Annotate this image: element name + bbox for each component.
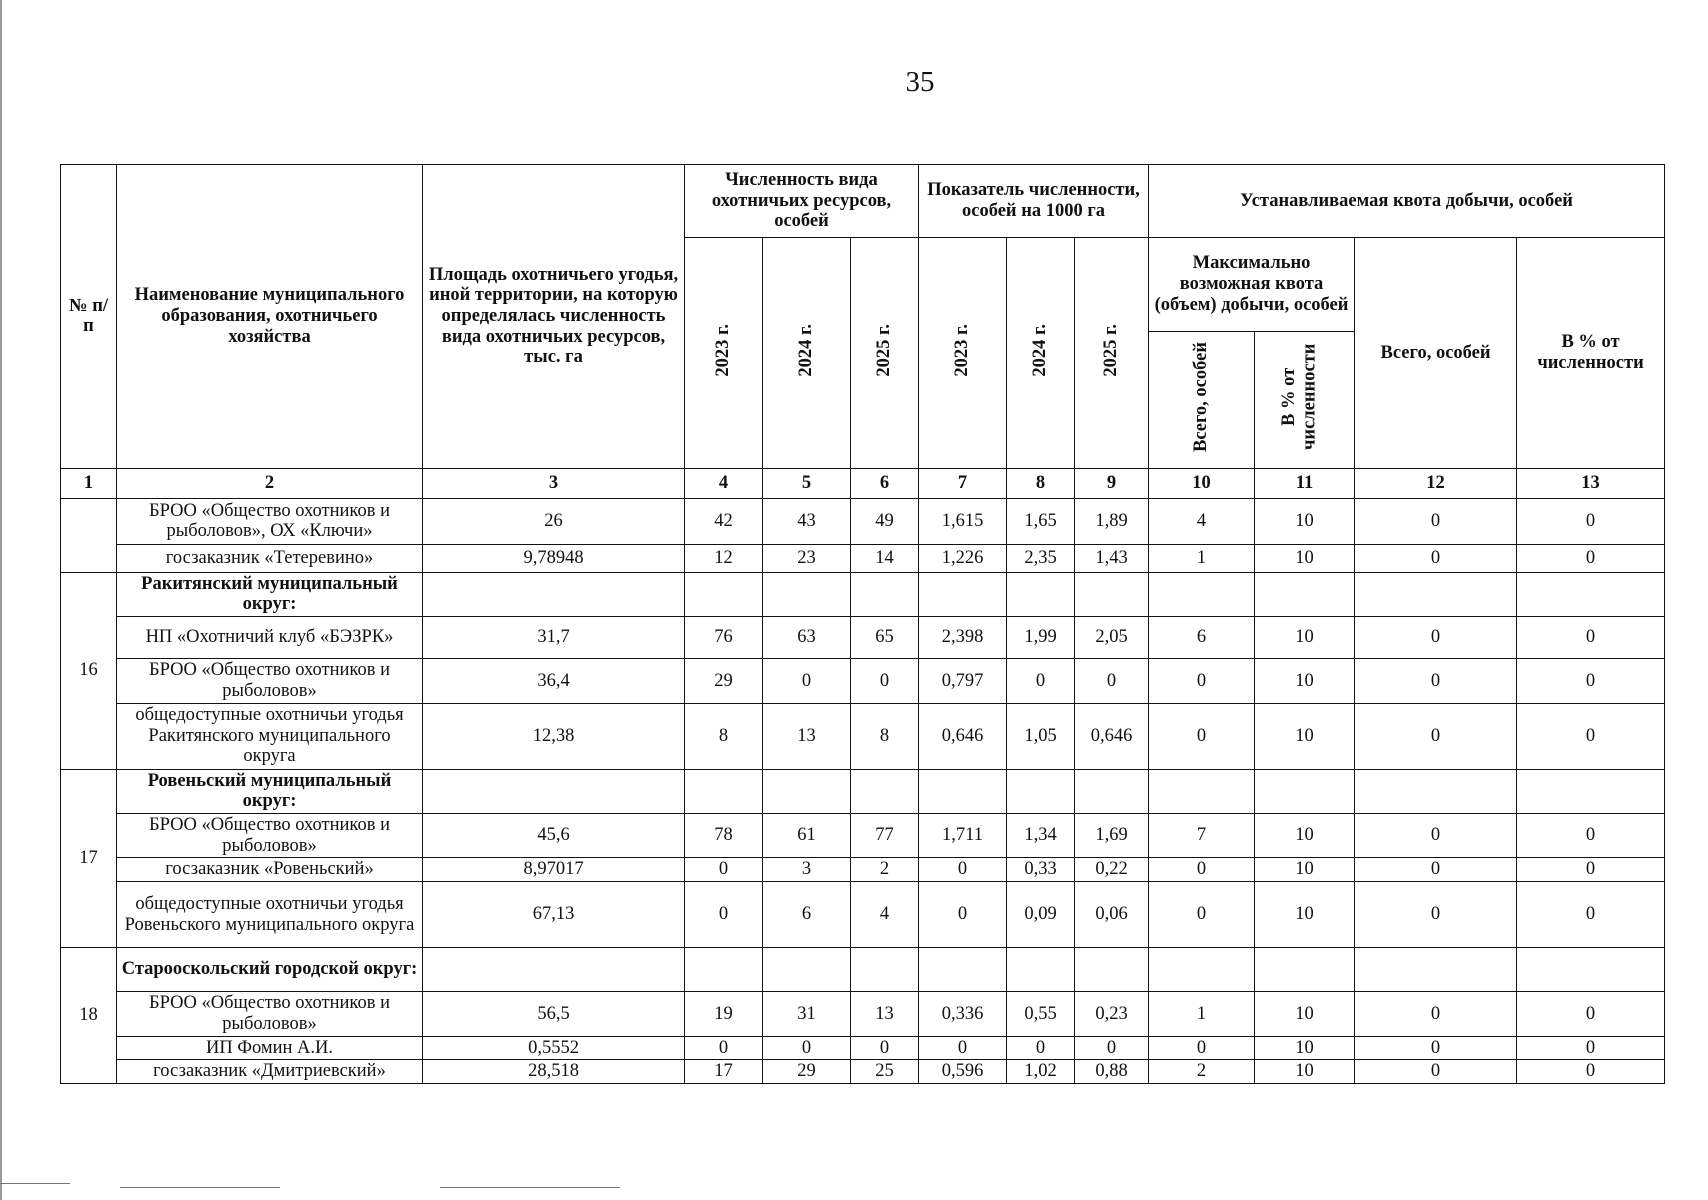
value-cell-p2023: 8: [685, 703, 763, 769]
value-cell-d2024: 1,05: [1007, 703, 1075, 769]
value-cell-quota-total: 0: [1355, 882, 1517, 948]
value-cell-d2023: 0: [919, 882, 1007, 948]
value-cell-d2025: 1,69: [1075, 814, 1149, 858]
header-max-quota-group: Максимально возможная квота (объем) добычи, особей: [1149, 238, 1355, 332]
table-row: [61, 858, 1665, 882]
header-quota-group: Устанавливаемая квота добычи, особей: [1149, 165, 1665, 238]
table-group-heading-row: [61, 572, 1665, 616]
value-cell-p2025: 0: [851, 659, 919, 703]
value-cell-p2024: [763, 948, 851, 992]
value-cell-area: 9,78948: [423, 544, 685, 572]
value-cell-max-percent: 10: [1255, 1060, 1355, 1084]
value-cell-p2024: [763, 769, 851, 813]
district-name-cell: Ракитянский муниципальный округ:: [117, 572, 423, 616]
bottom-rule: [120, 1187, 280, 1188]
value-cell-d2024: 1,99: [1007, 617, 1075, 659]
table-row: [61, 882, 1665, 948]
value-cell-p2024: 31: [763, 992, 851, 1036]
value-cell-p2024: [763, 572, 851, 616]
value-cell-d2023: [919, 769, 1007, 813]
value-cell-d2024: 1,65: [1007, 498, 1075, 544]
value-cell-d2023: 0,646: [919, 703, 1007, 769]
table-row: [61, 703, 1665, 769]
value-cell-max-total: 1: [1149, 992, 1255, 1036]
value-cell-d2025: 0,22: [1075, 858, 1149, 882]
value-cell-d2025: 0: [1075, 1036, 1149, 1060]
value-cell-max-total: [1149, 572, 1255, 616]
row-number-cell: [61, 498, 117, 572]
value-cell-quota-percent: [1517, 769, 1665, 813]
table-row: [61, 659, 1665, 703]
value-cell-d2025: 1,43: [1075, 544, 1149, 572]
value-cell-quota-percent: 0: [1517, 882, 1665, 948]
value-cell-d2024: [1007, 572, 1075, 616]
value-cell-d2025: [1075, 948, 1149, 992]
value-cell-p2024: 6: [763, 882, 851, 948]
value-cell-d2024: 0: [1007, 659, 1075, 703]
row-number-cell: 18: [61, 948, 117, 1084]
value-cell-p2023: 12: [685, 544, 763, 572]
value-cell-area: 26: [423, 498, 685, 544]
hunting-ground-name-cell: БРОО «Общество охотников и рыболовов», ОХ «Ключи»: [117, 498, 423, 544]
table-group-heading-row: [61, 948, 1665, 992]
value-cell-quota-total: 0: [1355, 498, 1517, 544]
value-cell-max-percent: [1255, 948, 1355, 992]
row-number-cell: 16: [61, 572, 117, 769]
value-cell-quota-total: [1355, 769, 1517, 813]
value-cell-d2024: 2,35: [1007, 544, 1075, 572]
value-cell-quota-total: 0: [1355, 659, 1517, 703]
value-cell-area: 67,13: [423, 882, 685, 948]
value-cell-p2024: 0: [763, 659, 851, 703]
header-density-group: Показатель численности, особей на 1000 га: [919, 165, 1149, 238]
column-number-cell: 5: [763, 468, 851, 498]
column-number-cell: 13: [1517, 468, 1665, 498]
value-cell-area: 8,97017: [423, 858, 685, 882]
value-cell-max-percent: [1255, 572, 1355, 616]
value-cell-quota-percent: 0: [1517, 992, 1665, 1036]
value-cell-max-percent: 10: [1255, 992, 1355, 1036]
value-cell-max-total: [1149, 948, 1255, 992]
value-cell-max-total: 0: [1149, 882, 1255, 948]
value-cell-d2025: [1075, 769, 1149, 813]
column-numbers-row: [61, 468, 1665, 498]
value-cell-p2025: 0: [851, 1036, 919, 1060]
value-cell-max-percent: [1255, 769, 1355, 813]
value-cell-p2023: [685, 572, 763, 616]
value-cell-d2025: 0,646: [1075, 703, 1149, 769]
value-cell-d2023: [919, 572, 1007, 616]
value-cell-d2024: 0: [1007, 1036, 1075, 1060]
value-cell-d2023: 0: [919, 858, 1007, 882]
header-population-2023: 2023 г.: [685, 238, 763, 469]
value-cell-quota-total: 0: [1355, 814, 1517, 858]
header-density-2025: 2025 г.: [1075, 238, 1149, 469]
value-cell-d2023: 2,398: [919, 617, 1007, 659]
column-number-cell: 8: [1007, 468, 1075, 498]
value-cell-p2023: 42: [685, 498, 763, 544]
value-cell-max-total: 4: [1149, 498, 1255, 544]
value-cell-max-total: 2: [1149, 1060, 1255, 1084]
table-row: [61, 1036, 1665, 1060]
value-cell-max-total: 6: [1149, 617, 1255, 659]
header-area: Площадь охотничьего угодья, иной территории, на которую определялась численность вида охотничьих ресурсов, тыс. га: [423, 165, 685, 469]
bottom-rule: [440, 1187, 620, 1188]
value-cell-p2025: 25: [851, 1060, 919, 1084]
value-cell-max-percent: 10: [1255, 498, 1355, 544]
header-density-2023: 2023 г.: [919, 238, 1007, 469]
value-cell-p2025: 77: [851, 814, 919, 858]
value-cell-d2025: 2,05: [1075, 617, 1149, 659]
value-cell-p2023: 17: [685, 1060, 763, 1084]
value-cell-max-percent: 10: [1255, 882, 1355, 948]
value-cell-p2025: 2: [851, 858, 919, 882]
value-cell-quota-percent: [1517, 572, 1665, 616]
value-cell-quota-total: 0: [1355, 992, 1517, 1036]
value-cell-quota-total: [1355, 572, 1517, 616]
column-number-cell: 6: [851, 468, 919, 498]
value-cell-max-total: 0: [1149, 703, 1255, 769]
page-number: 35: [905, 66, 935, 98]
value-cell-d2025: 0,06: [1075, 882, 1149, 948]
value-cell-d2024: 1,34: [1007, 814, 1075, 858]
header-quota-total: Всего, особей: [1355, 238, 1517, 469]
value-cell-quota-total: 0: [1355, 617, 1517, 659]
value-cell-quota-total: 0: [1355, 703, 1517, 769]
column-number-cell: 3: [423, 468, 685, 498]
value-cell-p2025: 4: [851, 882, 919, 948]
value-cell-d2024: 0,33: [1007, 858, 1075, 882]
value-cell-area: [423, 769, 685, 813]
column-number-cell: 2: [117, 468, 423, 498]
value-cell-quota-percent: [1517, 948, 1665, 992]
value-cell-max-total: 0: [1149, 1036, 1255, 1060]
value-cell-area: 31,7: [423, 617, 685, 659]
value-cell-area: [423, 572, 685, 616]
value-cell-max-percent: 10: [1255, 617, 1355, 659]
value-cell-max-percent: 10: [1255, 544, 1355, 572]
value-cell-p2023: 19: [685, 992, 763, 1036]
value-cell-max-percent: 10: [1255, 814, 1355, 858]
value-cell-quota-total: 0: [1355, 858, 1517, 882]
value-cell-p2025: [851, 572, 919, 616]
value-cell-p2025: 65: [851, 617, 919, 659]
value-cell-area: [423, 948, 685, 992]
value-cell-p2025: [851, 769, 919, 813]
column-number-cell: 7: [919, 468, 1007, 498]
value-cell-d2025: 1,89: [1075, 498, 1149, 544]
value-cell-max-percent: 10: [1255, 1036, 1355, 1060]
hunting-ground-name-cell: БРОО «Общество охотников и рыболовов»: [117, 814, 423, 858]
value-cell-p2024: 23: [763, 544, 851, 572]
value-cell-p2024: 13: [763, 703, 851, 769]
value-cell-quota-percent: 0: [1517, 703, 1665, 769]
value-cell-area: 45,6: [423, 814, 685, 858]
value-cell-p2023: 0: [685, 858, 763, 882]
value-cell-max-total: 7: [1149, 814, 1255, 858]
value-cell-d2025: [1075, 572, 1149, 616]
value-cell-p2025: [851, 948, 919, 992]
value-cell-d2024: 0,55: [1007, 992, 1075, 1036]
value-cell-p2025: 49: [851, 498, 919, 544]
value-cell-p2024: 61: [763, 814, 851, 858]
value-cell-quota-percent: 0: [1517, 1060, 1665, 1084]
hunting-ground-name-cell: НП «Охотничий клуб «БЭЗРК»: [117, 617, 423, 659]
bottom-rule: [0, 1183, 70, 1184]
table-group-heading-row: [61, 769, 1665, 813]
value-cell-p2025: 13: [851, 992, 919, 1036]
header-density-2024: 2024 г.: [1007, 238, 1075, 469]
value-cell-quota-total: 0: [1355, 544, 1517, 572]
hunting-ground-name-cell: госзаказник «Ровеньский»: [117, 858, 423, 882]
value-cell-p2024: 29: [763, 1060, 851, 1084]
value-cell-max-total: 1: [1149, 544, 1255, 572]
value-cell-p2023: 29: [685, 659, 763, 703]
table-body: [61, 498, 1665, 1083]
value-cell-d2025: 0,23: [1075, 992, 1149, 1036]
value-cell-p2023: 78: [685, 814, 763, 858]
value-cell-d2023: 0,336: [919, 992, 1007, 1036]
value-cell-max-percent: 10: [1255, 659, 1355, 703]
value-cell-p2025: 8: [851, 703, 919, 769]
column-number-cell: 12: [1355, 468, 1517, 498]
header-max-quota-total: Всего, особей: [1149, 332, 1255, 469]
value-cell-p2023: 0: [685, 882, 763, 948]
value-cell-p2023: 0: [685, 1036, 763, 1060]
table-row: [61, 498, 1665, 544]
value-cell-d2024: [1007, 948, 1075, 992]
value-cell-p2024: 0: [763, 1036, 851, 1060]
hunting-ground-name-cell: ИП Фомин А.И.: [117, 1036, 423, 1060]
value-cell-p2023: [685, 769, 763, 813]
value-cell-quota-percent: 0: [1517, 544, 1665, 572]
header-number: № п/п: [61, 165, 117, 469]
district-name-cell: Ровеньский муниципальный округ:: [117, 769, 423, 813]
header-quota-percent: В % от численности: [1517, 238, 1665, 469]
value-cell-d2024: 0,09: [1007, 882, 1075, 948]
header-max-quota-percent: В % от численности: [1255, 332, 1355, 469]
value-cell-quota-total: [1355, 948, 1517, 992]
value-cell-quota-total: 0: [1355, 1060, 1517, 1084]
value-cell-quota-percent: 0: [1517, 498, 1665, 544]
value-cell-p2024: 43: [763, 498, 851, 544]
header-population-group: Численность вида охотничьих ресурсов, особей: [685, 165, 919, 238]
value-cell-d2024: 1,02: [1007, 1060, 1075, 1084]
header-name: Наименование муниципального образования, охотничьего хозяйства: [117, 165, 423, 469]
value-cell-quota-percent: 0: [1517, 1036, 1665, 1060]
column-number-cell: 1: [61, 468, 117, 498]
table-header: [61, 165, 1665, 499]
hunting-ground-name-cell: БРОО «Общество охотников и рыболовов»: [117, 992, 423, 1036]
column-number-cell: 4: [685, 468, 763, 498]
value-cell-max-total: 0: [1149, 659, 1255, 703]
header-population-2024: 2024 г.: [763, 238, 851, 469]
value-cell-quota-total: 0: [1355, 1036, 1517, 1060]
hunting-ground-name-cell: госзаказник «Дмитриевский»: [117, 1060, 423, 1084]
hunting-ground-name-cell: общедоступные охотничьи угодья Ровеньского муниципального округа: [117, 882, 423, 948]
value-cell-area: 28,518: [423, 1060, 685, 1084]
value-cell-d2024: [1007, 769, 1075, 813]
column-number-cell: 9: [1075, 468, 1149, 498]
hunting-quota-table: [60, 164, 1665, 1084]
value-cell-d2023: 0: [919, 1036, 1007, 1060]
value-cell-max-percent: 10: [1255, 703, 1355, 769]
value-cell-d2023: [919, 948, 1007, 992]
table-row: [61, 814, 1665, 858]
value-cell-p2023: [685, 948, 763, 992]
table-row: [61, 1060, 1665, 1084]
table-row: [61, 617, 1665, 659]
value-cell-d2025: 0: [1075, 659, 1149, 703]
table-row: [61, 992, 1665, 1036]
value-cell-p2024: 63: [763, 617, 851, 659]
value-cell-max-percent: 10: [1255, 858, 1355, 882]
column-number-cell: 10: [1149, 468, 1255, 498]
value-cell-d2023: 1,226: [919, 544, 1007, 572]
table-row: [61, 544, 1665, 572]
value-cell-quota-percent: 0: [1517, 617, 1665, 659]
value-cell-area: 12,38: [423, 703, 685, 769]
value-cell-max-total: 0: [1149, 858, 1255, 882]
district-name-cell: Старооскольский городской округ:: [117, 948, 423, 992]
column-number-cell: 11: [1255, 468, 1355, 498]
value-cell-quota-percent: 0: [1517, 659, 1665, 703]
hunting-ground-name-cell: БРОО «Общество охотников и рыболовов»: [117, 659, 423, 703]
value-cell-max-total: [1149, 769, 1255, 813]
value-cell-p2024: 3: [763, 858, 851, 882]
value-cell-p2023: 76: [685, 617, 763, 659]
value-cell-p2025: 14: [851, 544, 919, 572]
value-cell-d2023: 0,797: [919, 659, 1007, 703]
hunting-ground-name-cell: общедоступные охотничьи угодья Ракитянского муниципального округа: [117, 703, 423, 769]
value-cell-area: 0,5552: [423, 1036, 685, 1060]
hunting-ground-name-cell: госзаказник «Тетеревино»: [117, 544, 423, 572]
value-cell-quota-percent: 0: [1517, 814, 1665, 858]
value-cell-quota-percent: 0: [1517, 858, 1665, 882]
row-number-cell: 17: [61, 769, 117, 948]
value-cell-d2023: 1,615: [919, 498, 1007, 544]
header-population-2025: 2025 г.: [851, 238, 919, 469]
value-cell-d2023: 0,596: [919, 1060, 1007, 1084]
value-cell-area: 36,4: [423, 659, 685, 703]
scan-edge-line: [0, 0, 2, 1200]
value-cell-area: 56,5: [423, 992, 685, 1036]
value-cell-d2023: 1,711: [919, 814, 1007, 858]
value-cell-d2025: 0,88: [1075, 1060, 1149, 1084]
